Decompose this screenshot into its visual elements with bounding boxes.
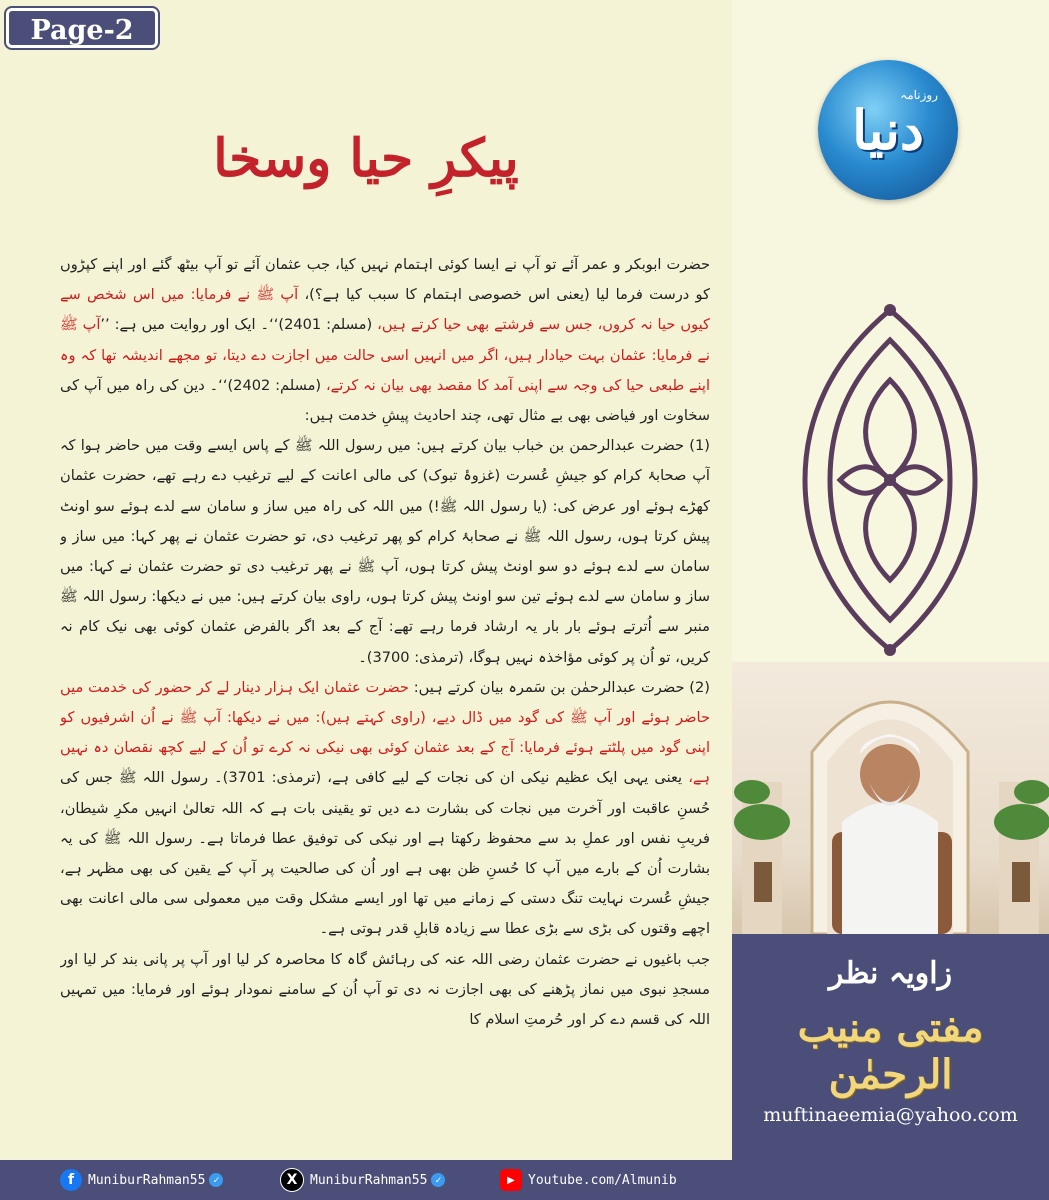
highlighted-text: حضرت عثمان ایک ہزار دینار لے کر حضور کی خدمت میں حاضر ہوئے اور آپ ﷺ کی گود میں ڈال دیے، (راوی کہتے ہیں): میں نے دیکھا: آپ ﷺ نے اُن اشرفیوں کو اپنی گود میں پلٹتے ہوئے فرمایا: آج کے بعد عثمان کوئی بھی نیکی نہ کرے تو اُن کے لیے کچھ نقصان دہ نہیں ہے، bbox=[60, 678, 710, 787]
author-panel bbox=[732, 934, 1049, 1160]
x-link[interactable] bbox=[280, 1168, 445, 1192]
highlighted-text: آپ ﷺ نے فرمایا: عثمان بہت حیادار ہیں، اگر میں انہیں اسی حالت میں اجازت دے دیتا، تو مجھے اندیشہ تھا کہ وہ اپنے طبعی حیا کی وجہ سے اپنی آمد کا مقصد بھی بیان نہ کرتے، bbox=[60, 316, 710, 394]
ornament-icon bbox=[800, 300, 980, 660]
facebook-handle: MuniburRahman55 bbox=[88, 1172, 206, 1188]
logo-subtitle: روزنامہ bbox=[900, 88, 938, 102]
footer-bar bbox=[0, 1160, 1049, 1200]
facebook-icon: f bbox=[60, 1169, 82, 1191]
author-name: مفتی منیب الرحمٰن bbox=[797, 1004, 984, 1098]
paragraph-text: (مسلم: 2401)‘‘۔ ایک اور روایت میں ہے: ’’ bbox=[100, 316, 373, 334]
author-photo bbox=[732, 662, 1049, 934]
youtube-handle: Youtube.com/Almunib bbox=[528, 1172, 677, 1188]
x-icon: X bbox=[280, 1168, 304, 1192]
column-name: زاویہ نظر bbox=[828, 956, 953, 991]
paragraph-text: حضرت ابوبکر و عمر آئے تو آپ نے ایسا کوئی اہتمام نہیں کیا، جب عثمان آئے تو آپ بیٹھ گئے اور اپنے کپڑوں کو درست فرما لیا (یعنی اس خصوصی اہتمام کا سبب کیا ہے؟)، bbox=[60, 256, 710, 304]
article-paragraph bbox=[60, 431, 710, 673]
article-paragraph bbox=[60, 673, 710, 945]
article-title: پیکرِ حیا وسخا bbox=[213, 128, 519, 189]
x-handle: MuniburRahman55 bbox=[310, 1172, 428, 1188]
paragraph-text: یعنی یہی ایک عظیم نیکی ان کی نجات کے لیے کافی ہے، (ترمذی: 3701)۔ رسول اللہ ﷺ جس کی حُسنِ عاقبت اور آخرت میں نجات کی بشارت دے دیں تو یقینی بات ہے کہ اللہ تعالیٰ انہیں مکرِ شیطان، فریبِ نفس اور عملِ بد سے محفوظ رکھتا ہے اور نیکی کی توفیق عطا فرماتا ہے۔ رسول اللہ ﷺ کی یہ بشارت اُن کے بارے میں آپ کا حُسنِ ظن بھی ہے اور اُن کی صالحیت پر آپ کے یقین کی بھی مظہر ہے، جیشِ عُسرت نہایت تنگ دستی کے زمانے میں تھا اور ایسے مشکل وقت میں معمولی سی مالی اعانت بھی اچھے وقتوں کی بڑی سے بڑی عطا سے زیادہ قابلِ قدر ہوتی ہے۔ bbox=[60, 769, 710, 938]
highlighted-text: آپ ﷺ نے فرمایا: میں اس شخص سے کیوں حیا نہ کروں، جس سے فرشتے بھی حیا کرتے ہیں، bbox=[60, 286, 710, 334]
verified-icon: ✓ bbox=[431, 1173, 445, 1187]
facebook-link[interactable] bbox=[60, 1168, 223, 1192]
article-paragraph bbox=[60, 250, 710, 431]
newspaper-logo bbox=[818, 60, 958, 200]
article-paragraph bbox=[60, 945, 710, 1036]
paragraph-text: (1) حضرت عبدالرحمن بن خباب بیان کرتے ہیں: میں رسول اللہ ﷺ کے پاس ایسے وقت میں حاضر ہوا کہ آپ صحابۂ کرام کو جیشِ عُسرت (غزوۂ تبوک) کی مالی اعانت کے لیے ترغیب دے رہے تھے، حضرت عثمان کھڑے ہوئے اور عرض کی: (یا رسول اللہ ﷺ!) میں اللہ کی راہ میں ساز و سامان سے لدے ہوئے سو اونٹ پیش کرتا ہوں، رسول اللہ ﷺ نے صحابۂ کرام کو پھر ترغیب دی، تو حضرت عثمان نے پھر کہا: میں ساز و سامان سے لدے ہوئے دو سو اونٹ پیش کرتا ہوں، آپ ﷺ نے پھر ترغیب دی تو حضرت عثمان نے کہا: میں ساز و سامان سے لدے ہوئے تین سو اونٹ پیش کرتا ہوں، راوی بیان کرتے ہیں: میں نے دیکھا: رسول اللہ ﷺ منبر سے اُترتے ہوئے بار بار یہ ارشاد فرما رہے تھے: آج کے بعد اگر بالفرض عثمان کوئی بھی نیک کام نہ کریں، تو اُن پر کوئی مؤاخذہ نہیں ہوگا، (ترمذی: 3700)۔ bbox=[60, 437, 710, 666]
paragraph-text: (مسلم: 2402)‘‘۔ دین کی راہ میں آپ کی سخاوت اور فیاضی بھی بے مثال تھی، چند احادیث پیشِ خدمت ہیں: bbox=[60, 376, 710, 425]
page-badge: Page-2 bbox=[6, 8, 158, 48]
paragraph-text: (2) حضرت عبدالرحمٰن بن سَمرہ بیان کرتے ہیں: bbox=[408, 678, 710, 696]
article-body bbox=[60, 250, 710, 1155]
youtube-link[interactable] bbox=[500, 1168, 677, 1192]
author-email[interactable]: muftinaeemia@yahoo.com bbox=[763, 1104, 1018, 1126]
verified-icon: ✓ bbox=[209, 1173, 223, 1187]
paragraph-text: جب باغیوں نے حضرت عثمان رضی اللہ عنہ کی رہائش گاہ کا محاصرہ کر لیا اور آپ پر پانی بند کر لیا اور مسجدِ نبوی میں نماز پڑھنے کی بھی اجازت نہ دی تو آپ اُن کے سامنے نمودار ہوئے اور فرمایا: میں تمہیں اللہ کی قسم دے کر اور حُرمتِ اسلام کا bbox=[60, 950, 710, 1029]
logo-title: دنیا bbox=[852, 98, 924, 162]
youtube-icon: ▶ bbox=[500, 1169, 522, 1191]
